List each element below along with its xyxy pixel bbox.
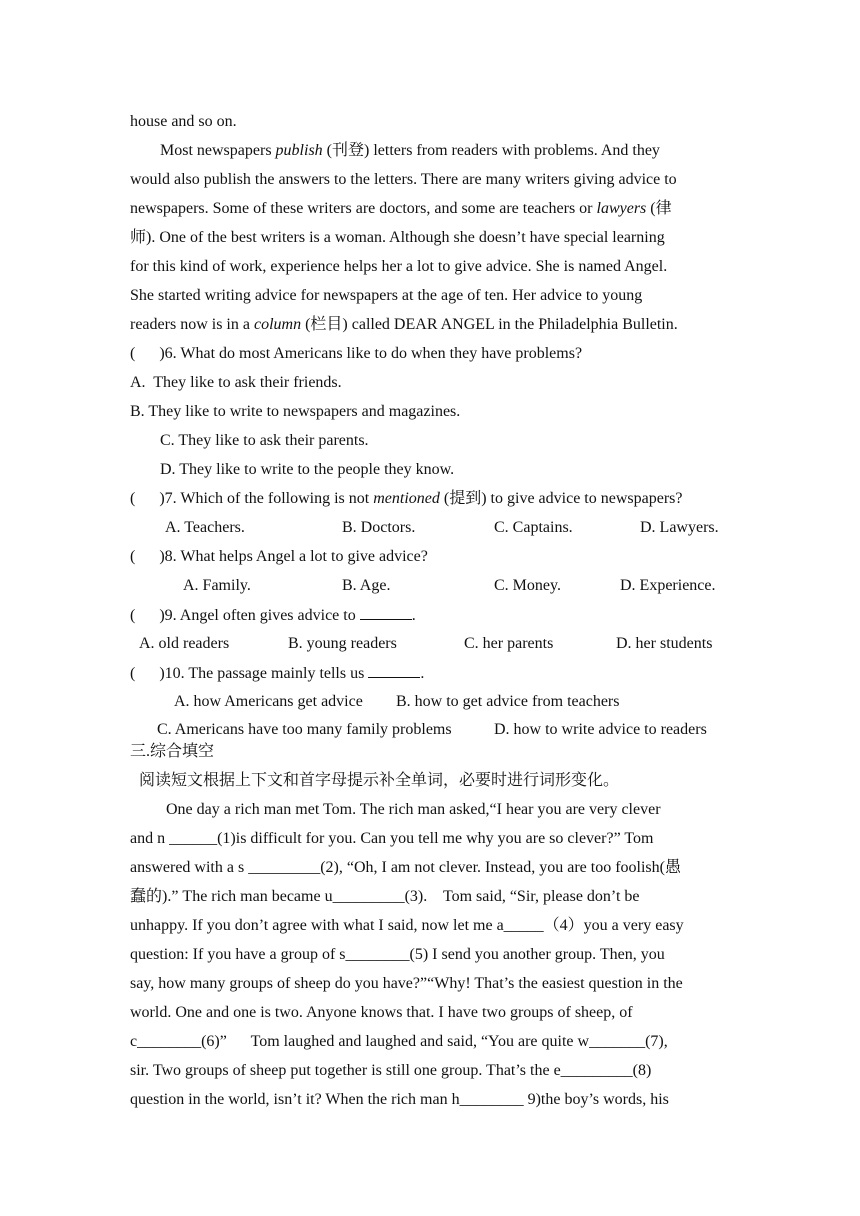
question-7-stem: ( )7. Which of the following is not mentioned (提到) to give advice to newspapers? xyxy=(130,490,683,507)
cloze-line: world. One and one is two. Anyone knows that. I have two groups of sheep, of xyxy=(130,1004,633,1021)
passage-line: house and so on. xyxy=(130,113,237,130)
question-9-stem-text: ( )9. Angel often gives advice to xyxy=(130,607,360,624)
question-6-option-c: C. They like to ask their parents. xyxy=(160,432,369,449)
cloze-line: One day a rich man met Tom. The rich man asked,“I hear you are very clever xyxy=(166,801,661,818)
question-8-option-c: C. Money. xyxy=(494,577,561,594)
question-6-option-b: B. They like to write to newspapers and magazines. xyxy=(130,403,461,420)
question-9-option-d: D. her students xyxy=(616,635,713,652)
question-8-option-b: B. Age. xyxy=(342,577,391,594)
question-10-option-c: C. Americans have too many family problems xyxy=(157,721,452,738)
answer-blank[interactable] xyxy=(368,663,420,678)
question-9-stem xyxy=(130,605,416,626)
question-9-option-b: B. young readers xyxy=(288,635,397,652)
cloze-line: c________(6)” Tom laughed and laughed and said, “You are quite w_______(7), xyxy=(130,1033,668,1050)
question-7-option-d: D. Lawyers. xyxy=(640,519,719,536)
question-10-option-b: B. how to get advice from teachers xyxy=(396,693,620,710)
question-6-stem: ( )6. What do most Americans like to do when they have problems? xyxy=(130,345,583,362)
question-10-option-d: D. how to write advice to readers xyxy=(494,721,707,738)
question-9-option-a: A. old readers xyxy=(139,635,230,652)
question-10-stem-text: ( )10. The passage mainly tells us xyxy=(130,665,369,682)
passage-line: Most newspapers publish (刊登) letters from readers with problems. And they xyxy=(160,142,660,159)
question-8-option-d: D. Experience. xyxy=(620,577,716,594)
question-7-option-b: B. Doctors. xyxy=(342,519,416,536)
question-10-stem xyxy=(130,663,424,684)
cloze-line: say, how many groups of sheep do you have?”“Why! That’s the easiest question in the xyxy=(130,975,683,992)
question-8-option-a: A. Family. xyxy=(183,577,251,594)
section-instruction: 阅读短文根据上下文和首字母提示补全单词，必要时进行词形变化。 xyxy=(139,772,620,789)
cloze-line: 蠢的).” The rich man became u_________(3). Tom said, “Sir, please don’t be xyxy=(130,888,640,905)
passage-line: 师). One of the best writers is a woman. Although she doesn’t have special learning xyxy=(130,229,665,246)
cloze-line: question in the world, isn’t it? When the rich man h________ 9)the boy’s words, his xyxy=(130,1091,669,1108)
cloze-line: sir. Two groups of sheep put together is still one group. That’s the e_________(8) xyxy=(130,1062,652,1079)
question-10-stem-end: . xyxy=(420,665,425,682)
cloze-line: question: If you have a group of s________(5) I send you another group. Then, you xyxy=(130,946,665,963)
cloze-line: and n ______(1)is difficult for you. Can you tell me why you are so clever?” Tom xyxy=(130,830,654,847)
question-8-stem: ( )8. What helps Angel a lot to give advice? xyxy=(130,548,428,565)
cloze-line: unhappy. If you don’t agree with what I said, now let me a_____（4）you a very easy xyxy=(130,917,684,934)
question-6-option-a: A. They like to ask their friends. xyxy=(130,374,342,391)
passage-line: She started writing advice for newspapers at the age of ten. Her advice to young xyxy=(130,287,643,304)
question-6-option-d: D. They like to write to the people they know. xyxy=(160,461,455,478)
question-7-option-a: A. Teachers. xyxy=(165,519,245,536)
passage-line: for this kind of work, experience helps her a lot to give advice. She is named Angel. xyxy=(130,258,668,275)
passage-line: newspapers. Some of these writers are doctors, and some are teachers or lawyers (律 xyxy=(130,200,672,217)
cloze-line: answered with a s _________(2), “Oh, I am not clever. Instead, you are too foolish(愚 xyxy=(130,859,681,876)
passage-line: readers now is in a column (栏目) called DEAR ANGEL in the Philadelphia Bulletin. xyxy=(130,316,678,333)
passage-line: would also publish the answers to the letters. There are many writers giving advice to xyxy=(130,171,677,188)
section-heading: 三.综合填空 xyxy=(130,743,215,760)
question-9-option-c: C. her parents xyxy=(464,635,554,652)
question-7-option-c: C. Captains. xyxy=(494,519,573,536)
question-10-option-a: A. how Americans get advice xyxy=(174,693,363,710)
question-9-stem-end: . xyxy=(411,607,416,624)
answer-blank[interactable] xyxy=(360,605,412,620)
